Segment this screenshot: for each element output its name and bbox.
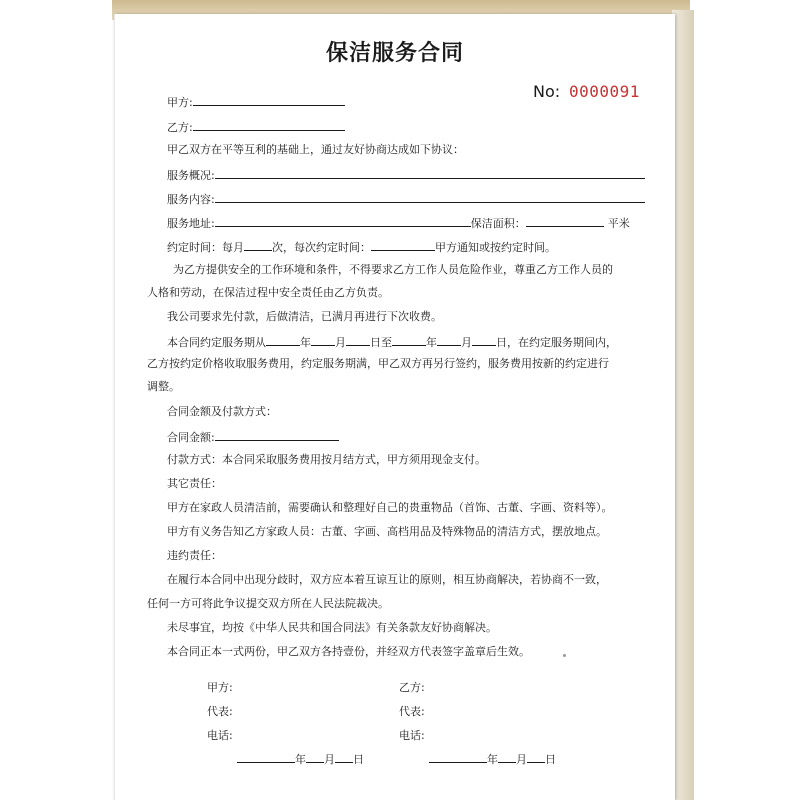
address-label: 服务地址: bbox=[167, 217, 215, 230]
content-blank[interactable] bbox=[215, 191, 645, 203]
prepay-text: 我公司要求先付款，后做清洁，已满月再进行下次收费。 bbox=[167, 310, 442, 323]
end-year-blank[interactable] bbox=[392, 334, 426, 346]
overview-line bbox=[167, 167, 645, 183]
breach-text-2: 任何一方可将此争议提交双方所在人民法院裁决。 bbox=[147, 597, 389, 610]
address-line bbox=[167, 215, 630, 231]
amount-label: 合同金额: bbox=[167, 431, 215, 444]
end-day-blank[interactable] bbox=[472, 334, 496, 346]
ink-speck bbox=[563, 654, 566, 657]
pay-method-text: 付款方式：本合同采取服务费用按月结方式，甲方须用现金支付。 bbox=[167, 453, 486, 466]
paper-stack-right-edge bbox=[672, 10, 694, 800]
party-a-label: 甲方: bbox=[167, 96, 193, 109]
sig-a-day-blank[interactable] bbox=[335, 751, 353, 763]
sig-a-month-unit: 月 bbox=[324, 753, 335, 766]
other-text-2: 甲方有义务告知乙方家政人员：古董、字画、高档用品及特殊物品的清洁方式，摆放地点。 bbox=[167, 525, 607, 538]
sig-b-date bbox=[429, 751, 556, 767]
sig-b-tel: 电话: bbox=[399, 729, 425, 742]
start-year-unit: 年 bbox=[300, 336, 311, 349]
serial-number: 0000091 bbox=[569, 82, 640, 101]
start-day-blank[interactable] bbox=[346, 334, 370, 346]
period-label: 本合同约定服务期从 bbox=[167, 336, 266, 349]
address-blank[interactable] bbox=[215, 215, 471, 227]
start-day-unit: 日至 bbox=[370, 336, 392, 349]
sig-b-month-unit: 月 bbox=[516, 753, 527, 766]
amount-blank[interactable] bbox=[215, 429, 339, 441]
period-text-2: 乙方按约定价格收取服务费用，约定服务期满，甲乙双方再另行签约，服务费用按新的约定进行 bbox=[147, 357, 609, 370]
party-a-line bbox=[167, 94, 345, 110]
sig-b-rep: 代表: bbox=[399, 705, 425, 718]
sig-b-day-unit: 日 bbox=[545, 753, 556, 766]
safety-text-1: 为乙方提供安全的工作环境和条件，不得要求乙方工作人员危险作业，尊重乙方工作人员的 bbox=[173, 263, 613, 276]
sig-a-year-blank[interactable] bbox=[237, 751, 295, 763]
contract-sheet bbox=[114, 14, 675, 800]
overview-blank[interactable] bbox=[215, 167, 645, 179]
content-label: 服务内容: bbox=[167, 193, 215, 206]
safety-text-2: 人格和劳动，在保洁过程中安全责任由乙方负责。 bbox=[147, 286, 389, 299]
law-text: 未尽事宜，均按《中华人民共和国合同法》有关条款友好协商解决。 bbox=[167, 621, 497, 634]
sig-a-party: 甲方: bbox=[207, 681, 233, 694]
time-line bbox=[167, 239, 556, 255]
time-blank[interactable] bbox=[371, 239, 435, 251]
time-end: 甲方通知或按约定时间。 bbox=[435, 241, 556, 254]
area-blank[interactable] bbox=[526, 215, 604, 227]
end-month-blank[interactable] bbox=[437, 334, 461, 346]
intro-text: 甲乙双方在平等互利的基础上，通过友好协商达成如下协议： bbox=[167, 143, 464, 156]
times-per-month-blank[interactable] bbox=[244, 239, 272, 251]
sig-a-day-unit: 日 bbox=[353, 753, 364, 766]
sig-a-month-blank[interactable] bbox=[306, 751, 324, 763]
end-year-unit: 年 bbox=[426, 336, 437, 349]
time-label: 约定时间：每月 bbox=[167, 241, 244, 254]
area-label: 保洁面积： bbox=[470, 217, 526, 230]
sig-b-year-unit: 年 bbox=[487, 753, 498, 766]
start-month-unit: 月 bbox=[335, 336, 346, 349]
breach-heading: 违约责任： bbox=[167, 549, 222, 562]
sig-a-year-unit: 年 bbox=[295, 753, 306, 766]
amount-heading: 合同金额及付款方式： bbox=[167, 405, 277, 418]
party-b-blank[interactable] bbox=[193, 119, 345, 131]
period-line bbox=[167, 334, 617, 350]
other-text-1: 甲方在家政人员清洁前，需要确认和整理好自己的贵重物品（首饰、古董、字画、资料等）。 bbox=[167, 501, 613, 514]
contract-title: 保洁服务合同 bbox=[325, 41, 464, 66]
overview-label: 服务概况: bbox=[167, 169, 215, 182]
end-month-unit: 月 bbox=[461, 336, 472, 349]
party-b-line bbox=[167, 119, 345, 135]
serial-label: No: bbox=[533, 82, 561, 101]
sig-b-day-blank[interactable] bbox=[527, 751, 545, 763]
sig-a-tel: 电话: bbox=[207, 729, 233, 742]
copies-text: 本合同正本一式两份，甲乙双方各持壹份，并经双方代表签字盖章后生效。 bbox=[167, 645, 530, 658]
amount-line bbox=[167, 429, 339, 445]
time-mid: 次，每次约定时间： bbox=[272, 241, 371, 254]
sig-b-party: 乙方: bbox=[399, 681, 425, 694]
period-text-3: 调整。 bbox=[147, 380, 180, 393]
other-heading: 其它责任： bbox=[167, 477, 222, 490]
content-line bbox=[167, 191, 645, 207]
sig-a-rep: 代表: bbox=[207, 705, 233, 718]
party-a-blank[interactable] bbox=[193, 94, 345, 106]
breach-text-1: 在履行本合同中出现分歧时，双方应本着互谅互让的原则，相互协商解决，若协商不一致， bbox=[167, 573, 607, 586]
sig-b-month-blank[interactable] bbox=[498, 751, 516, 763]
sig-a-date bbox=[237, 751, 364, 767]
period-end-text: 日，在约定服务期间内， bbox=[496, 336, 617, 349]
start-year-blank[interactable] bbox=[266, 334, 300, 346]
start-month-blank[interactable] bbox=[311, 334, 335, 346]
party-b-label: 乙方: bbox=[167, 121, 193, 134]
sig-b-year-blank[interactable] bbox=[429, 751, 487, 763]
area-unit: 平米 bbox=[607, 217, 630, 230]
